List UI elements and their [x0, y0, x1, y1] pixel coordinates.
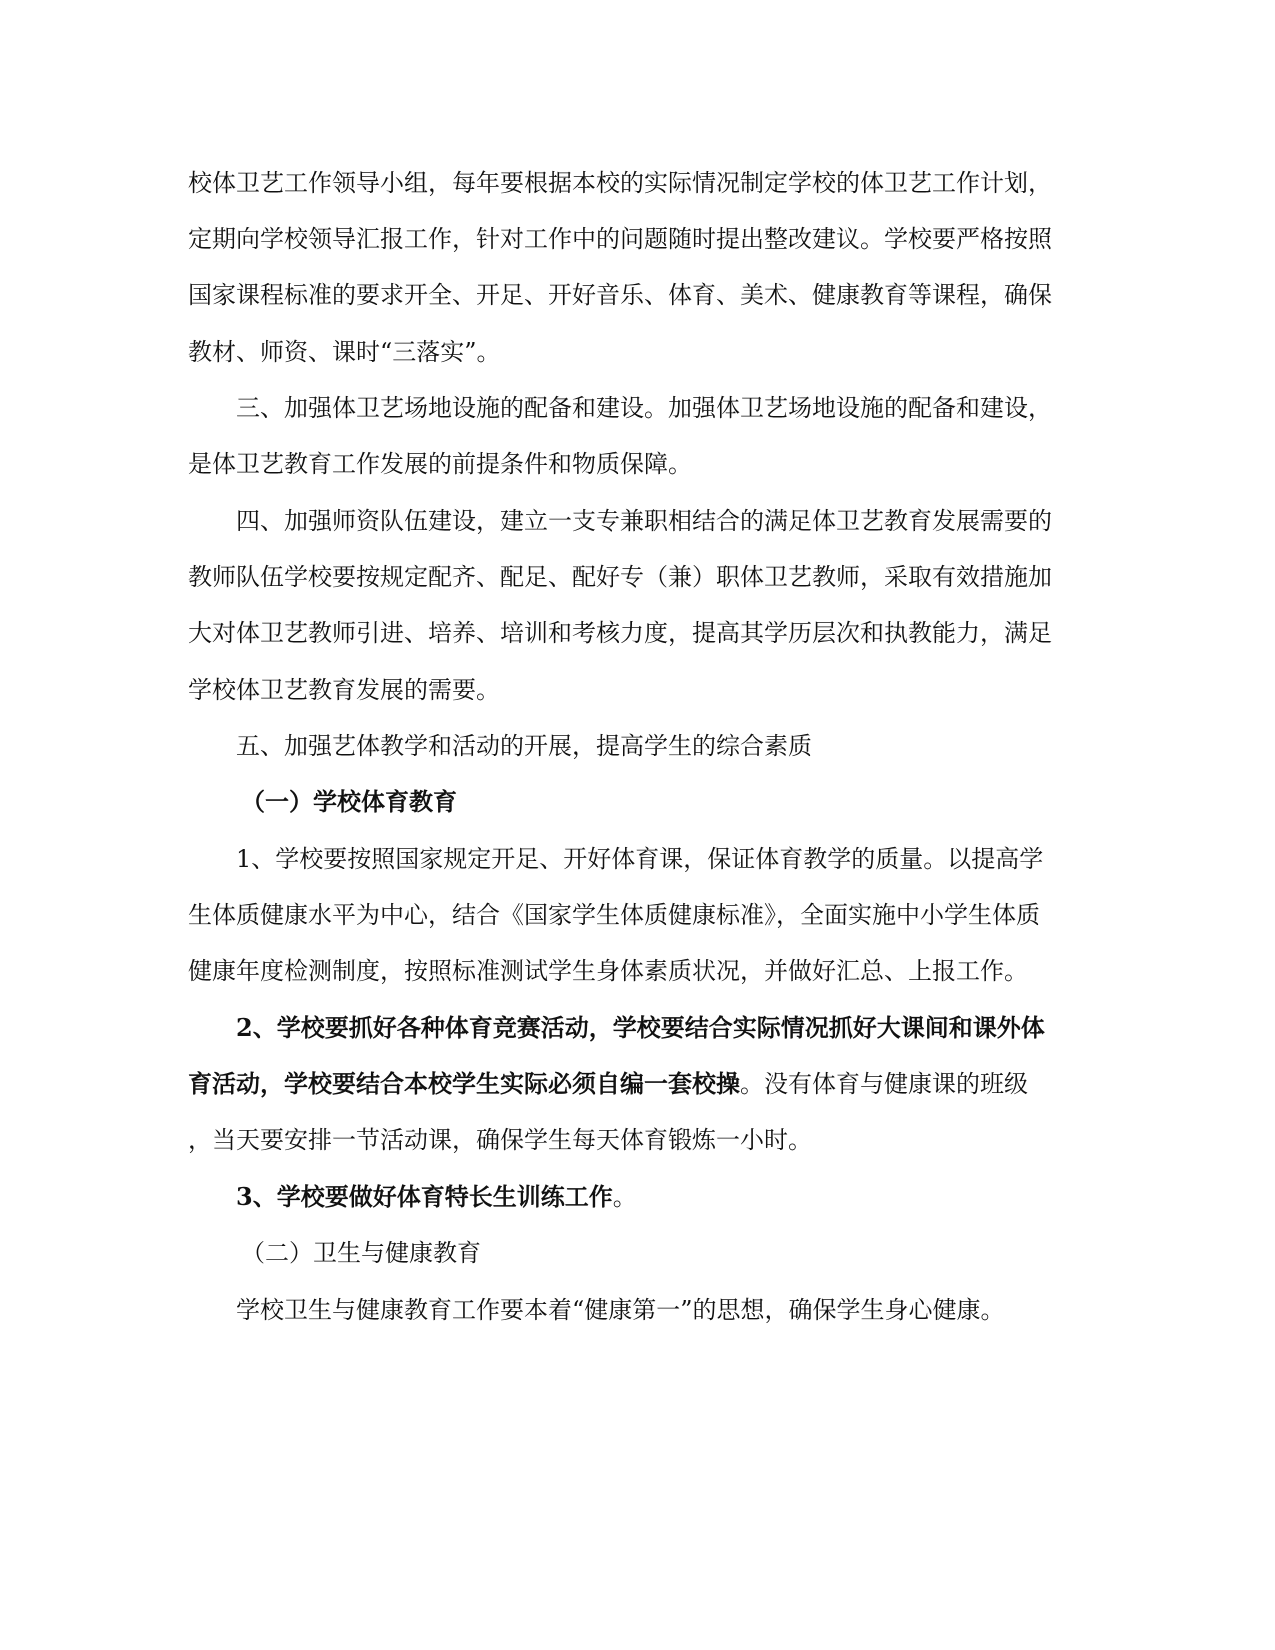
- section-heading-pe: （一）学校体育教育: [241, 787, 457, 816]
- paragraph-7-rest: 。: [612, 1183, 637, 1211]
- paragraph-3-line-1: 四、加强师资队伍建设，建立一支专兼职相结合的满足体卫艺教育发展需要的: [236, 507, 1052, 535]
- paragraph-1-line-2: 定期向学校领导汇报工作，针对工作中的问题随时提出整改建议。学校要严格按照: [188, 225, 1052, 253]
- paragraph-3-line-4: 学校体卫艺教育发展的需要。: [188, 676, 500, 704]
- paragraph-8-line-1: 学校卫生与健康教育工作要本着“健康第一”的思想，确保学生身心健康。: [236, 1296, 1005, 1324]
- paragraph-6-line-2-rest: 。没有体育与健康课的班级: [740, 1070, 1028, 1098]
- paragraph-7-line-1: [236, 1182, 1136, 1212]
- paragraph-5-line-2: 生体质健康水平为中心，结合《国家学生体质健康标准》，全面实施中小学生体质: [188, 901, 1040, 929]
- paragraph-1-line-3: 国家课程标准的要求开全、开足、开好音乐、体育、美术、健康教育等课程，确保: [188, 281, 1052, 309]
- paragraph-2-line-1: 三、加强体卫艺场地设施的配备和建设。加强体卫艺场地设施的配备和建设，: [236, 394, 1052, 422]
- paragraph-2-line-2: 是体卫艺教育工作发展的前提条件和物质保障。: [188, 450, 692, 478]
- paragraph-6-line-2-bold: 育活动，学校要结合本校学生实际必须自编一套校操: [188, 1069, 740, 1098]
- paragraph-6-line-3: ，当天要安排一节活动课，确保学生每天体育锻炼一小时。: [188, 1126, 812, 1154]
- paragraph-3-line-3: 大对体卫艺教师引进、培养、培训和考核力度，提高其学历层次和执教能力，满足: [188, 619, 1052, 647]
- paragraph-5-line-3: 健康年度检测制度，按照标准测试学生身体素质状况，并做好汇总、上报工作。: [188, 957, 1028, 985]
- paragraph-7-bold: 3、学校要做好体育特长生训练工作: [236, 1182, 613, 1211]
- paragraph-5-line-1: 1、学校要按照国家规定开足、开好体育课，保证体育教学的质量。以提高学: [236, 845, 1044, 873]
- paragraph-1-line-4: 教材、师资、课时“三落实”。: [188, 338, 501, 366]
- paragraph-4-line-1: 五、加强艺体教学和活动的开展，提高学生的综合素质: [236, 732, 812, 760]
- paragraph-1-line-1: 校体卫艺工作领导小组，每年要根据本校的实际情况制定学校的体卫艺工作计划，: [188, 169, 1052, 197]
- paragraph-3-line-2: 教师队伍学校要按规定配齐、配足、配好专（兼）职体卫艺教师，采取有效措施加: [188, 563, 1052, 591]
- paragraph-6-line-1: 2、学校要抓好各种体育竞赛活动，学校要结合实际情况抓好大课间和课外体: [236, 1013, 1045, 1042]
- section-heading-health: （二）卫生与健康教育: [241, 1239, 481, 1267]
- paragraph-6-line-2: [188, 1069, 1088, 1099]
